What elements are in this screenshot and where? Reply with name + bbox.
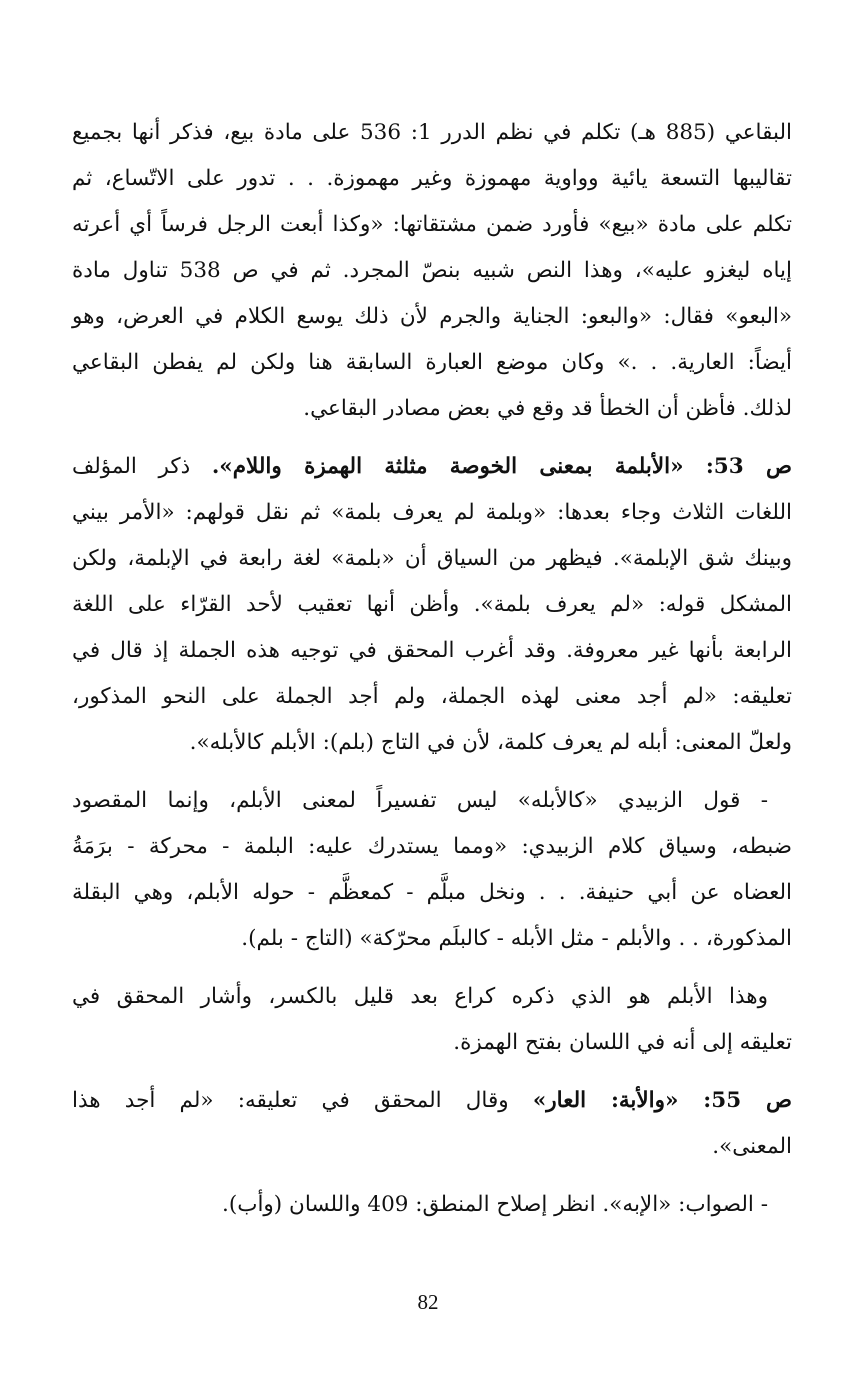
entry-heading: ص 55: «والأبة: العار»	[532, 1088, 792, 1113]
text-line: الرابعة بأنها غير معروفة. وقد أغرب المحقق في توجيه هذه الجملة إذ قال في	[72, 638, 792, 663]
text-line: «البعو» فقال: «والبعو: الجناية والجرم لأن ذلك يوسع الكلام في العرض، وهو	[72, 304, 792, 329]
entry-heading-rest: ذكر المؤلف	[72, 454, 212, 479]
text-line: ضبطه، وسياق كلام الزبيدي: «ومما يستدرك عليه: البلمة - محركة - برَمَةُ	[72, 834, 792, 859]
text-line: العضاه عن أبي حنيفة. . . ونخل مبلَّم - كمعظَّم - حوله الأبلم، وهي البقلة	[72, 880, 792, 905]
text-line: وهذا الأبلم هو الذي ذكره كراع بعد قليل بالكسر، وأشار المحقق في	[72, 984, 768, 1009]
paragraph-baqai	[72, 110, 792, 432]
text-line: - الصواب: «الإبه». انظر إصلاح المنطق: 409 واللسان (وأب).	[221, 1192, 768, 1217]
text-line: إياه ليغزو عليه»، وهذا النص شبيه بنصّ المجرد. ثم في ص 538 تناول مادة	[72, 258, 792, 283]
text-line: أيضاً: العارية. . .» وكان موضع العبارة السابقة هنا ولكن لم يفطن البقاعي	[72, 350, 792, 375]
text-line	[72, 1078, 792, 1124]
text-line	[72, 444, 792, 490]
text-line: البقاعي (885 هـ) تكلم في نظم الدرر 1: 536 على مادة بيع، فذكر أنها بجميع	[72, 120, 793, 145]
text-line: المعنى».	[712, 1134, 792, 1159]
paragraph-zabidi	[72, 778, 792, 962]
page-number: 82	[417, 1290, 439, 1314]
text-line: تكلم على مادة «بيع» فأورد ضمن مشتقاتها: «وكذا أبعت الرجل فرساً أي أعرته	[72, 212, 792, 237]
text-line: اللغات الثلاث وجاء بعدها: «وبلمة لم يعرف بلمة» ثم نقل قولهم: «الأمر بيني	[72, 500, 792, 525]
text-line: ولعلّ المعنى: أبله لم يعرف كلمة، لأن في التاج (بلم): الأبلم كالأبله».	[189, 730, 792, 755]
paragraph-page-53	[72, 444, 792, 766]
text-line: تقاليبها التسعة يائية وواوية مهموزة وغير مهموزة. . . تدور على الاتّساع، ثم	[72, 166, 792, 191]
document-page	[72, 110, 792, 1228]
paragraph-correction	[72, 1182, 792, 1228]
text-line: - قول الزبيدي «كالأبله» ليس تفسيراً لمعنى الأبلم، وإنما المقصود	[72, 788, 768, 813]
text-line: تعليقه: «لم أجد معنى لهذه الجملة، ولم أجد الجملة على النحو المذكور،	[72, 684, 792, 709]
entry-heading-rest: وقال المحقق في تعليقه: «لم أجد هذا	[72, 1088, 533, 1113]
entry-heading: ص 53: «الأبلمة بمعنى الخوصة مثلثة الهمزة واللام».	[211, 454, 792, 479]
text-line: لذلك. فأظن أن الخطأ قد وقع في بعض مصادر البقاعي.	[303, 396, 792, 421]
text-line: المذكورة، . . والأبلم - مثل الأبله - كالبلَم محرّكة» (التاج - بلم).	[241, 926, 792, 951]
text-line: المشكل قوله: «لم يعرف بلمة». وأظن أنها تعقيب لأحد القرّاء على اللغة	[72, 592, 792, 617]
text-line: وبينك شق الإبلمة». فيظهر من السياق أن «بلمة» لغة رابعة في الإبلمة، ولكن	[72, 546, 792, 571]
text-line: تعليقه إلى أنه في اللسان بفتح الهمزة.	[453, 1030, 792, 1055]
paragraph-page-55	[72, 1078, 792, 1170]
paragraph-kura	[72, 974, 792, 1066]
